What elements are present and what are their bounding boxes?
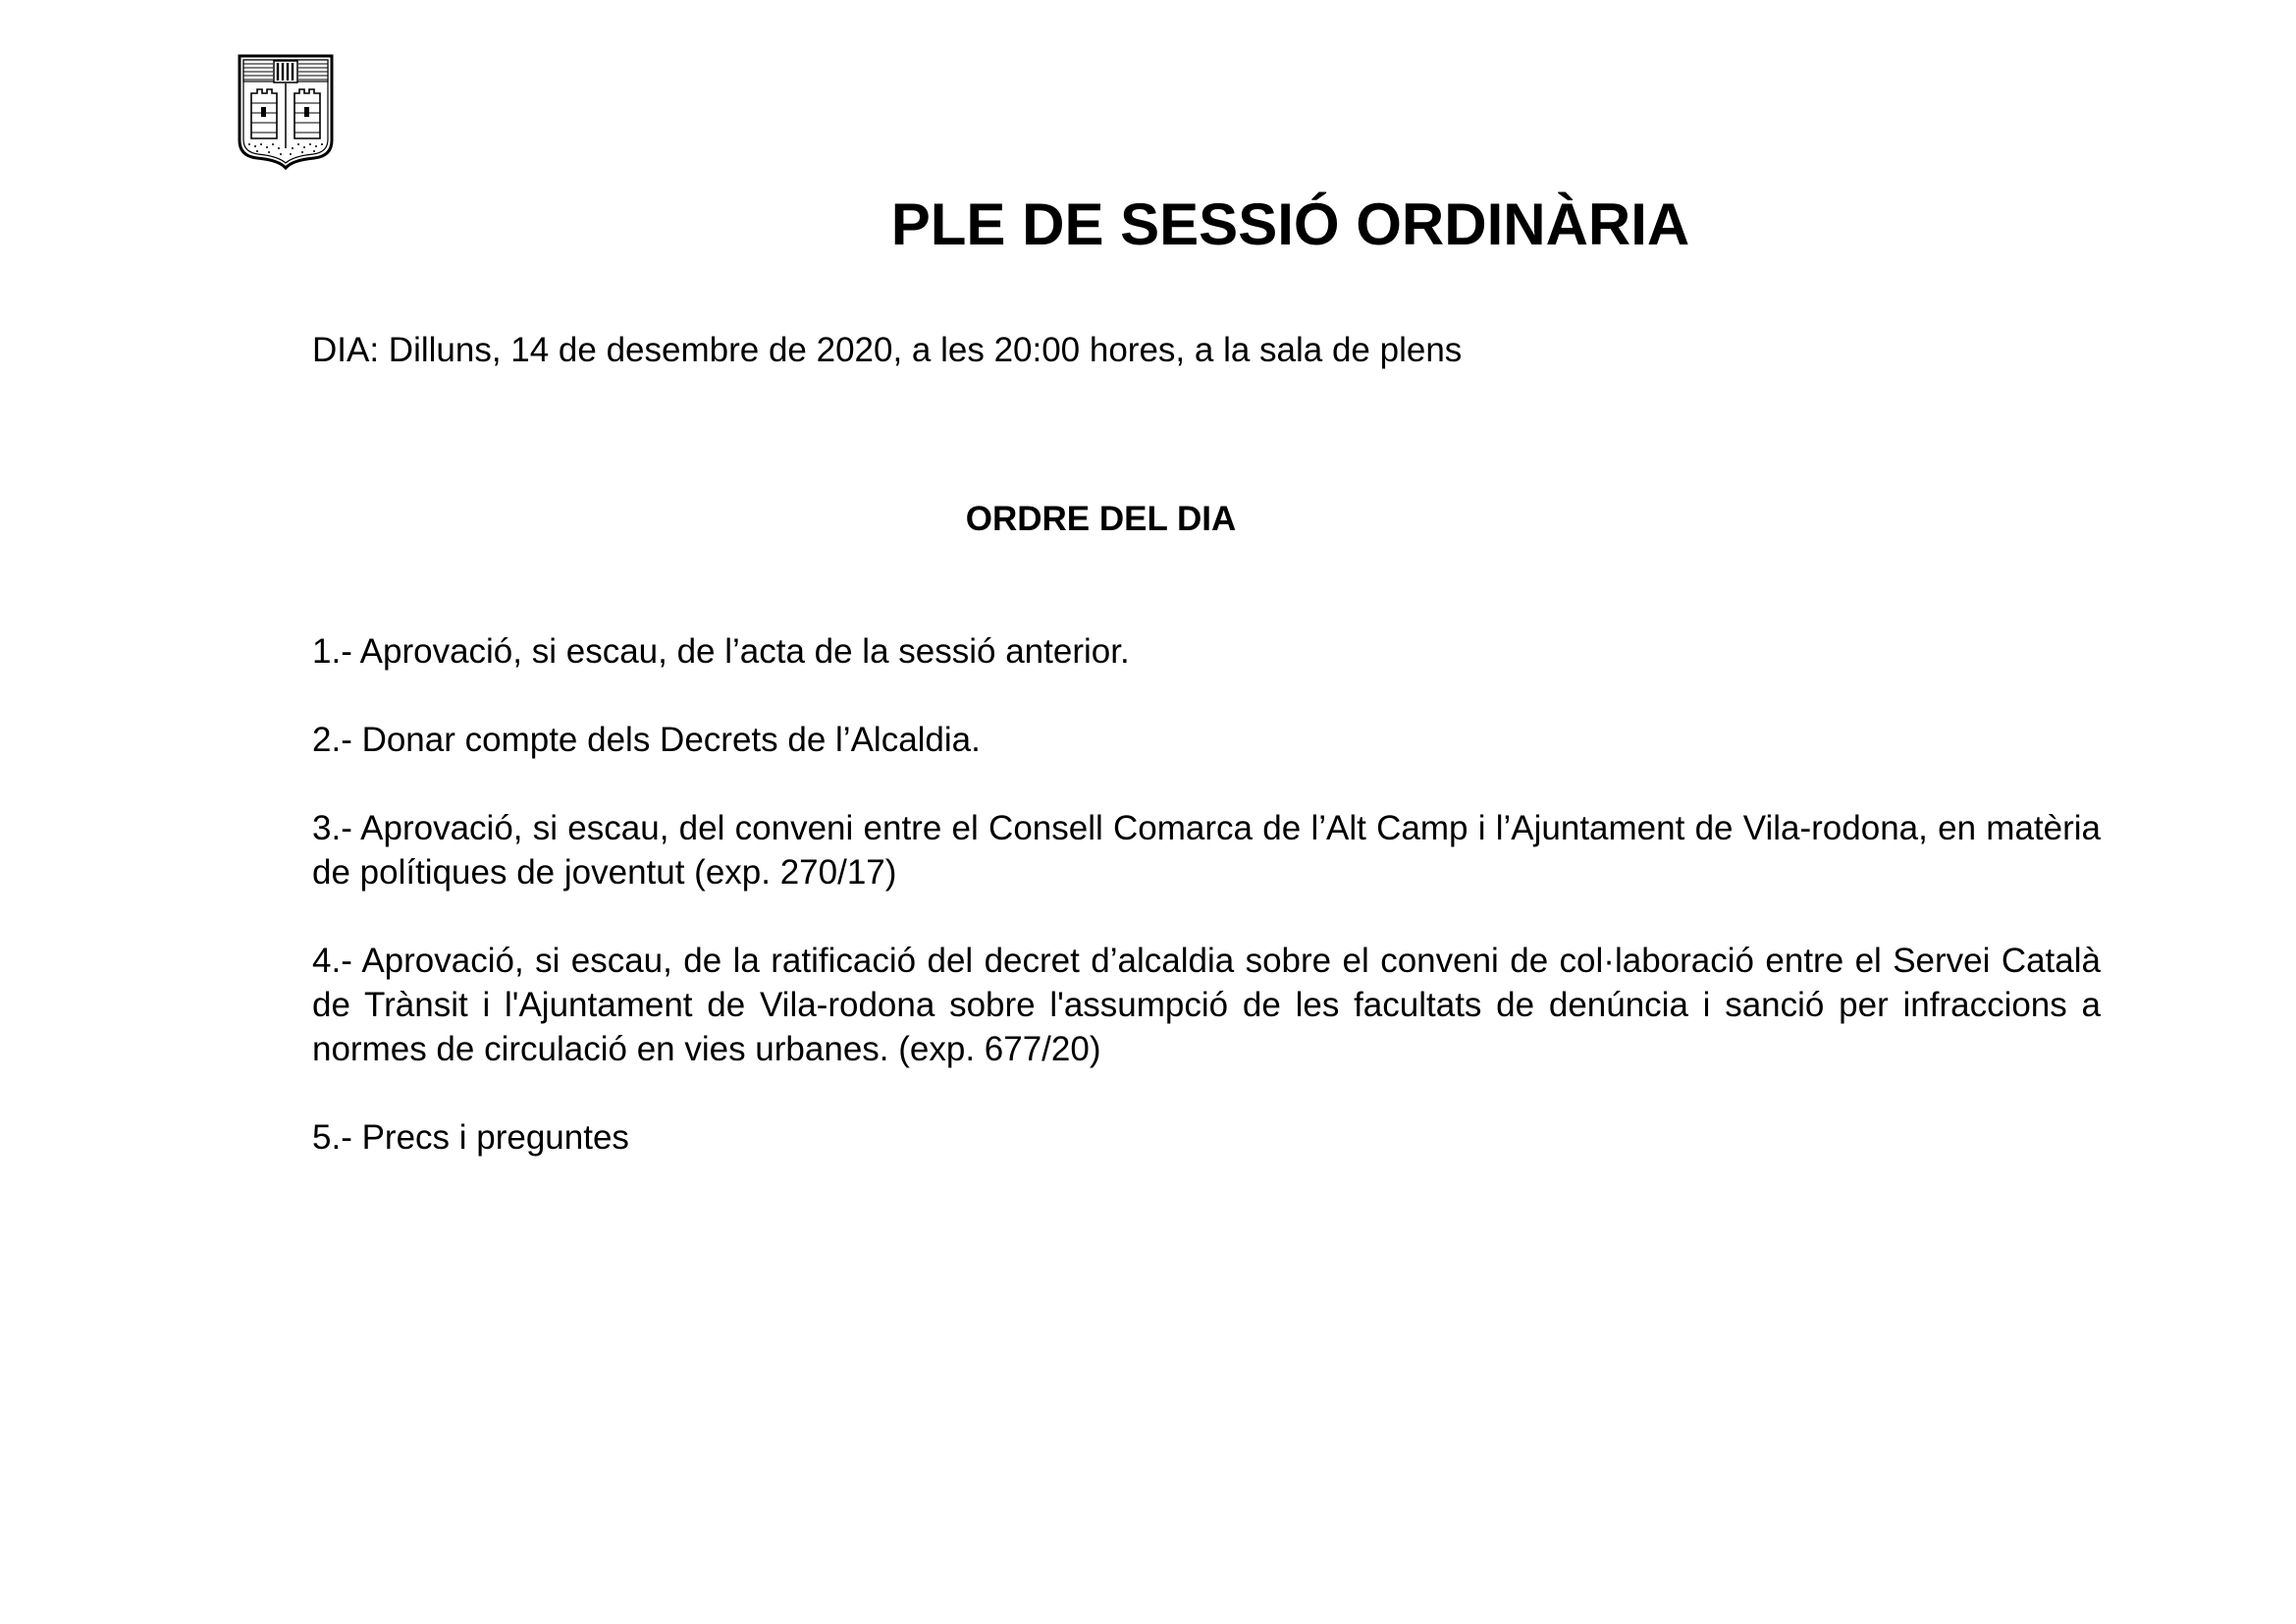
agenda-list [312, 629, 2101, 1204]
agenda-item: 4.- Aprovació, si escau, de la ratificació del decret d’alcaldia sobre el conveni de col·laboració entre el Servei Català de Trànsit i l'Ajuntament de Vila-rodona sobre l'assumpció de les facultats de denúncia i sanció per infraccions a normes de circulació en vies urbanes. (exp. 677/20) [312, 942, 2101, 1068]
page-title: PLE DE SESSIÓ ORDINÀRIA [890, 191, 1690, 257]
agenda-item: 5.- Precs i preguntes [312, 1118, 629, 1157]
agenda-item: 1.- Aprovació, si escau, de l’acta de la sessió anterior. [312, 632, 1130, 671]
agenda-heading: ORDRE DEL DIA [965, 500, 1237, 538]
session-date-line: DIA: Dilluns, 14 de desembre de 2020, a les 20:00 hores, a la sala de plens [312, 331, 1463, 369]
coat-of-arms-icon [238, 54, 334, 170]
agenda-item: 2.- Donar compte dels Decrets de l’Alcaldia. [312, 721, 981, 759]
agenda-item: 3.- Aprovació, si escau, del conveni entre el Consell Comarca de l’Alt Camp i l’Ajuntament de Vila-rodona, en matèria de polítiques de joventut (exp. 270/17) [312, 809, 2101, 892]
